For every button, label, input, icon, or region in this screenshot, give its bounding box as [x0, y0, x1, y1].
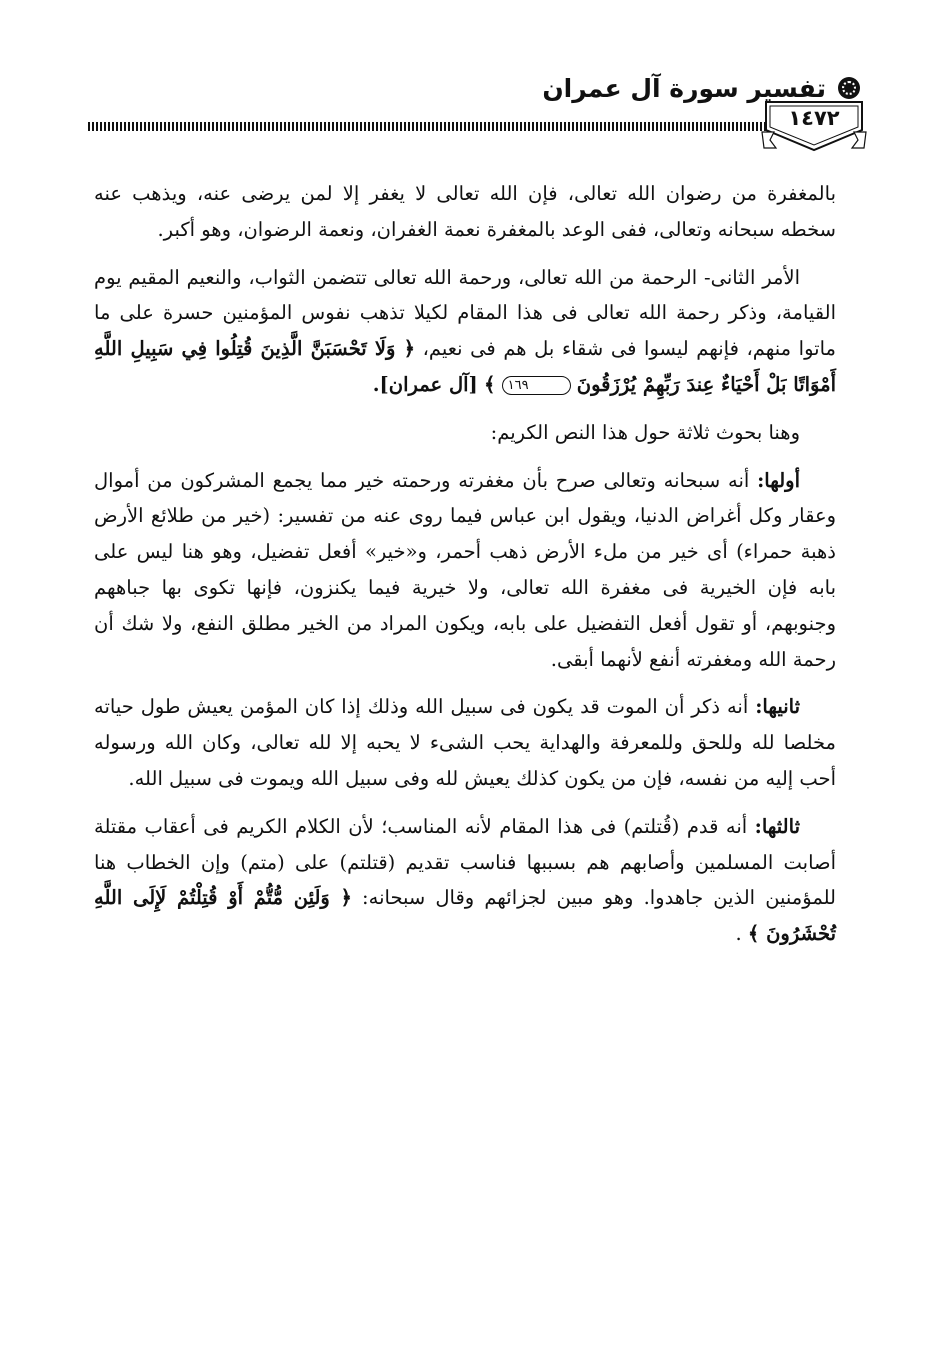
surah-title: تفسير سورة آل عمران [542, 73, 826, 103]
paragraph-lead: أولها: [757, 468, 800, 492]
paragraph-text: الأمر الثانى- الرحمة من الله تعالى، ورحمة الله تعالى تتضمن الثواب، والنعيم المقيم يوم القيامة، وذكر رحمة الله تعالى فى هذا المقام لكيلا تذهب نفوس المؤمنين حسرة على ما ماتوا منهم، فإنهم ليسوا فى شقاء بل هم فى نعيم، [94, 265, 836, 361]
page-number: ١٤٧٢ [788, 106, 840, 130]
paragraph [94, 809, 836, 952]
paragraph-text: أنه ذكر أن الموت قد يكون فى سبيل الله وذلك إذا كان المؤمن يعيش طول حياته مخلصا لله وللحق وللمعرفة والهداية يحب الشىء لا يحبه إلا لله تعالى، وكان الله ورسوله أحب إليه من نفسه، فإن من يكون كذلك يعيش لله وفى سبيل الله ويموت فى سبيل الله. [94, 695, 836, 790]
paragraph-lead: ثالثها: [754, 814, 800, 838]
sentence-end: . [735, 922, 742, 946]
paragraph-text: أنه قدم (قُتلتم) فى هذا المقام لأنه المناسب؛ لأن الكلام الكريم فى أعقاب مقتلة أصابت المسلمين وأصابهم هم بسببها فناسب تقديم (قتلتم) على (متم) وإن الخطاب هنا للمؤمنين الذين جاهدوا. وهو مبين لجزائهم وقال سبحانه: [94, 814, 836, 910]
ayah-number-marker: ١٦٩ [502, 376, 571, 395]
paragraph-text: أنه سبحانه وتعالى صرح بأن مغفرته ورحمته خير مما يجمع المشركون من أموال وعقار وكل أغراض الدنيا، ويقول ابن عباس فيما روى عنه من تفسير: (خير من طلائع الأرض ذهبة حمراء) أى خير من ملء الأرض ذهب أحمر، و«خير» أفعل تفضيل، وهو هنا ليس على بابه فإن الخيرية فى مغفرة الله تعالى، ولا خيرية فيما يكنزون، فإنها تكوى بها جباههم وجنوبهم، أو تقول أفعل التفضيل على بابه، ويكون المراد من الخير مطلق النفع، ولا شك أن رحمة الله ومغفرته أنفع لأنهما أبقى. [94, 468, 836, 671]
paragraph-text: بالمغفرة من رضوان الله تعالى، فإن الله تعالى لا يغفر إلا لمن يرضى عنه، ويذهب عنه سخطه سبحانه وتعالى، ففى الوعد بالمغفرة نعمة الغفران، ونعمة الرضوان، وهو أكبر. [94, 182, 836, 241]
paragraph [94, 176, 836, 248]
paragraph [94, 260, 836, 403]
paragraph-text: وهنا بحوث ثلاثة حول هذا النص الكريم: [490, 420, 800, 444]
paragraph [94, 415, 836, 451]
quran-verse: ﴿ وَلَئِن مُّتُّمْ أَوْ قُتِلْتُمْ لَإِلَى اللَّهِ تُحْشَرُونَ ﴾ [94, 886, 836, 946]
verse-close-bracket: ﴾ [483, 372, 496, 396]
paragraph [94, 463, 836, 678]
verse-reference: [آل عمران]. [372, 372, 478, 396]
quran-verse: ﴿ وَلَا تَحْسَبَنَّ الَّذِينَ قُتِلُوا فِي سَبِيلِ اللَّهِ أَمْوَاتًا بَلْ أَحْيَاءٌ عِندَ رَبِّهِمْ يُرْزَقُونَ [94, 337, 836, 396]
paragraph [94, 689, 836, 796]
page-number-badge [760, 96, 868, 156]
header-rule [88, 122, 768, 131]
body-text [94, 176, 836, 964]
paragraph-lead: ثانيها: [755, 695, 800, 719]
